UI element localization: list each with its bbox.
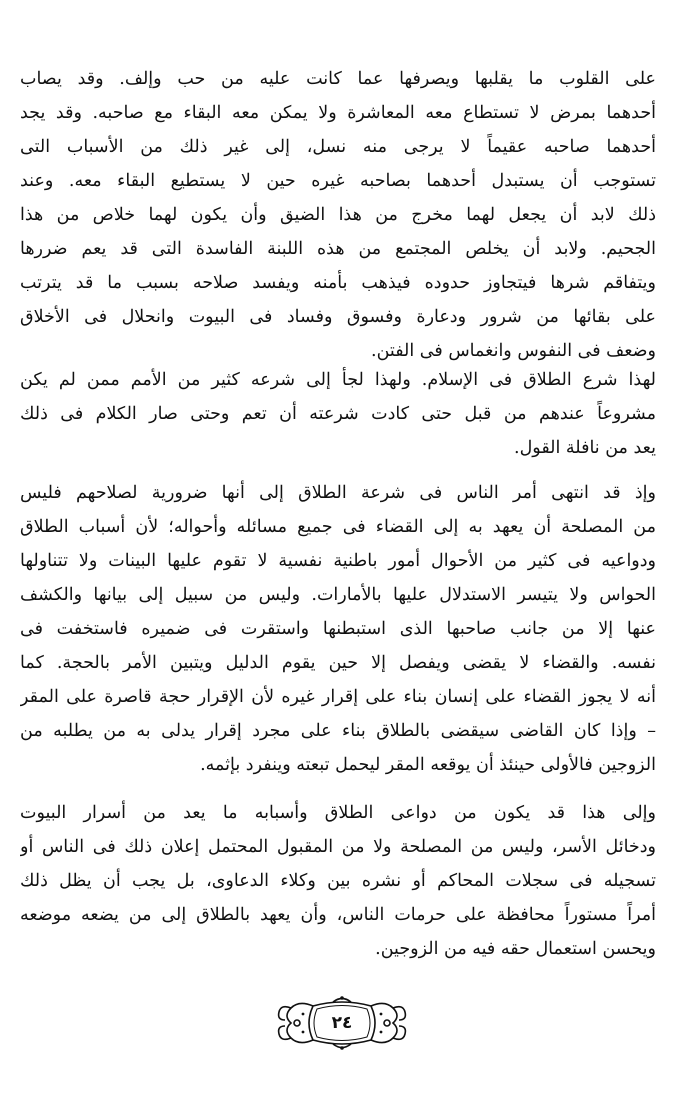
page-number-ornament-icon — [273, 994, 411, 1052]
paragraph-line: أنه لا يجوز القضاء على إنسان بناء على إقرار غيره لأن الإقرار حجة قاصرة على المقر — [20, 687, 656, 707]
paragraph-line: أحدهما بمرض لا تستطاع معه المعاشرة ولا يمكن معه البقاء مع صاحبه. وقد يجد — [20, 103, 656, 123]
page-number: ٢٤ — [331, 1013, 353, 1033]
paragraph-4 — [20, 796, 656, 966]
paragraph-line: وإذ قد انتهى أمر الناس فى شرعة الطلاق إلى أنها ضرورية لصلاحهم فليس — [20, 483, 656, 503]
paragraph-line: وضعف فى النفوس وانغماس فى الفتن. — [371, 341, 656, 361]
paragraph-line: على بقائها من شرور ودعارة وفسوق وفساد فى البيوت وانحلال فى الأخلاق — [20, 307, 656, 327]
paragraph-line: من المصلحة أن يعهد به إلى القضاء فى جميع مسائله وأحواله؛ لأن أسباب الطلاق — [20, 517, 656, 537]
paragraph-line: عنها إلا من جانب صاحبها الذى استبطنها واستقرت فى ضميره فاستخفت فى — [20, 619, 656, 639]
paragraph-line: مشروعاً عندهم من قبل حتى كادت شرعته أن تعم وحتى صار الكلام فى ذلك — [20, 404, 656, 424]
paragraph-line: نفسه. والقضاء لا يقضى ويفصل إلا حين يقوم الدليل ويتبين الأمر بالحجة. كما — [20, 653, 656, 673]
paragraph-2 — [20, 363, 656, 465]
paragraph-line: وإلى هذا قد يكون من دواعى الطلاق وأسبابه ما يعد من أسرار البيوت — [20, 803, 656, 823]
paragraph-line: تسجيله فى سجلات المحاكم أو نشره بين وكلاء الدعاوى، بل يجب أن يظل ذلك — [20, 871, 656, 891]
paragraph-line: أحدهما صاحبه عقيماً لا يرجى منه نسل، إلى غير ذلك من الأسباب التى — [20, 137, 656, 157]
paragraph-line: ويحسن استعمال حقه فيه من الزوجين. — [375, 939, 656, 959]
paragraph-line: على القلوب ما يقلبها ويصرفها عما كانت عليه من حب وإلف. وقد يصاب — [20, 69, 656, 89]
paragraph-line: الحواس ولا يتيسر الاستدلال عليها بالأمارات. وليس من سبيل إلى بيانها والكشف — [20, 585, 656, 605]
paragraph-line: لهذا شرع الطلاق فى الإسلام. ولهذا لجأ إلى شرعه كثير من الأمم ممن لم يكن — [20, 370, 656, 390]
paragraph-line: ودخائل الأسر، وليس من المصلحة ولا من المقبول المحتمل إعلان ذلك فى الناس أو — [20, 837, 656, 857]
paragraph-3 — [20, 476, 656, 782]
paragraph-line: أمراً مستوراً محافظة على حرمات الناس، وأن يعهد بالطلاق إلى من يضعه موضعه — [20, 905, 656, 925]
paragraph-line: ودواعيه فى كثير من الأحوال أمور باطنية نفسية لا تقوم عليها البينات ولا تتناولها — [20, 551, 656, 571]
paragraph-line: ذلك لابد أن يجعل لهما مخرج من هذا الضيق وأن يكون لهما خلاص من هذا — [20, 205, 656, 225]
paragraph-line: – وإذا كان القاضى سيقضى بالطلاق بناء على مجرد إقرار يدلى به من يطلبه من — [20, 721, 656, 741]
paragraph-line: ويتفاقم شرها فيتجاوز حدوده فيذهب بأمنه ويفسد صلاحه بسبب ما قد يترتب — [20, 273, 656, 293]
paragraph-line: الجحيم. ولابد أن يخلص المجتمع من هذه اللبنة الفاسدة التى قد يعم ضررها — [20, 239, 656, 259]
paragraph-line: تستوجب أن يستبدل أحدهما بصاحبه غيره حين لا يستطيع البقاء معه. وعند — [20, 171, 656, 191]
paragraph-line: يعد من نافلة القول. — [514, 438, 656, 458]
paragraph-line: الزوجين فالأولى حينئذ أن يوقعه المقر ليحمل تبعته وينفرد بإثمه. — [200, 755, 656, 775]
paragraph-1 — [20, 62, 656, 368]
